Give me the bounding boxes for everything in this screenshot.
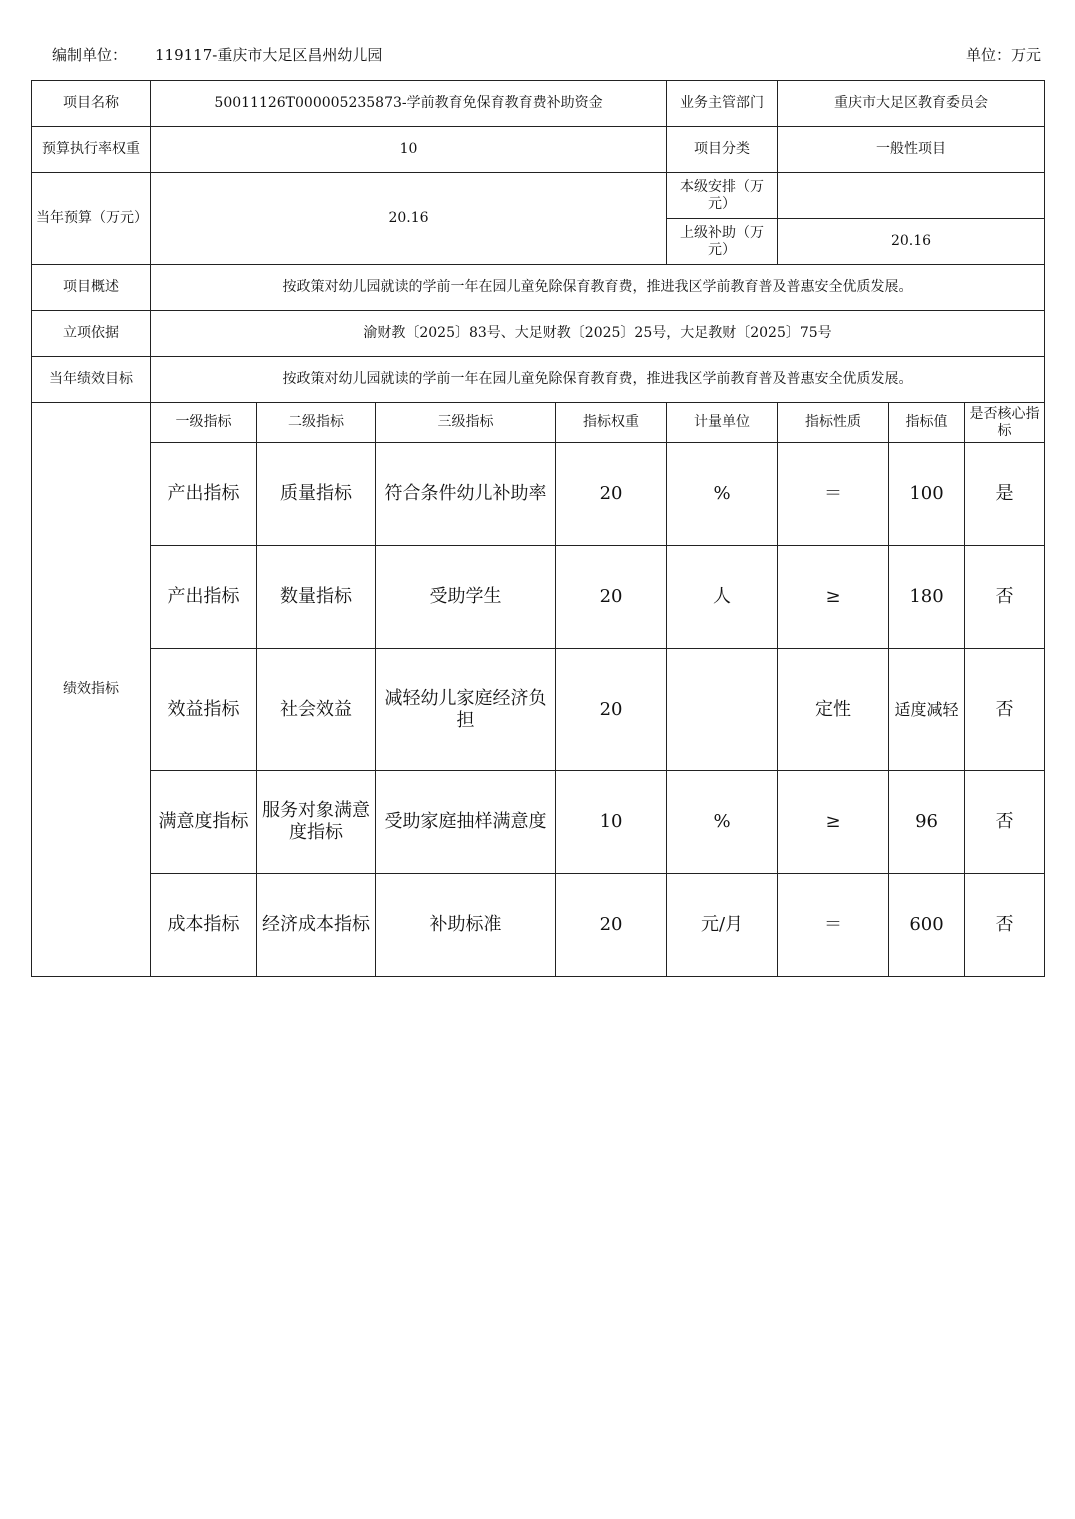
- nature-cell: ≥: [778, 771, 889, 874]
- dept-label: 业务主管部门: [667, 81, 778, 127]
- level1-cell: 成本指标: [151, 874, 257, 977]
- header-core: 是否核心指标: [965, 403, 1045, 443]
- overview-label: 项目概述: [32, 265, 151, 311]
- weight-cell: 20: [556, 546, 667, 649]
- unit-cell: 元/月: [667, 874, 778, 977]
- value-cell: 600: [889, 874, 965, 977]
- row-goal: [32, 357, 1045, 403]
- core-cell: 是: [965, 443, 1045, 546]
- level3-cell: 符合条件幼儿补助率: [376, 443, 556, 546]
- basis-label: 立项依据: [32, 311, 151, 357]
- row-weight: [32, 127, 1045, 173]
- indicator-row: [32, 874, 1045, 977]
- category-value: 一般性项目: [778, 127, 1045, 173]
- performance-table: [31, 80, 1045, 977]
- basis-value: 渝财教〔2025〕83号、大足财教〔2025〕25号，大足教财〔2025〕75号: [151, 311, 1045, 357]
- nature-cell: 定性: [778, 649, 889, 771]
- weight-label: 预算执行率权重: [32, 127, 151, 173]
- money-unit: 单位：万元: [965, 46, 1041, 64]
- indicator-row: [32, 649, 1045, 771]
- core-cell: 否: [965, 546, 1045, 649]
- nature-cell: ＝: [778, 443, 889, 546]
- weight-cell: 20: [556, 649, 667, 771]
- document-header: [0, 40, 1075, 68]
- row-budget-local: [32, 173, 1045, 219]
- category-label: 项目分类: [667, 127, 778, 173]
- unit-cell: 人: [667, 546, 778, 649]
- level2-cell: 社会效益: [257, 649, 376, 771]
- budget-label: 当年预算（万元）: [32, 173, 151, 265]
- budget-value: 20.16: [151, 173, 667, 265]
- header-level2: 二级指标: [257, 403, 376, 443]
- value-cell: 适度减轻: [889, 649, 965, 771]
- value-cell: 180: [889, 546, 965, 649]
- level1-cell: 满意度指标: [151, 771, 257, 874]
- level2-cell: 数量指标: [257, 546, 376, 649]
- level2-cell: 质量指标: [257, 443, 376, 546]
- level3-cell: 受助家庭抽样满意度: [376, 771, 556, 874]
- goal-value: 按政策对幼儿园就读的学前一年在园儿童免除保育教育费，推进我区学前教育普及普惠安全优质发展。: [151, 357, 1045, 403]
- local-label: 本级安排（万元）: [667, 173, 778, 219]
- value-cell: 96: [889, 771, 965, 874]
- header-level1: 一级指标: [151, 403, 257, 443]
- project-name-value: 50011126T000005235873-学前教育免保育教育费补助资金: [151, 81, 667, 127]
- goal-label: 当年绩效目标: [32, 357, 151, 403]
- level3-cell: 受助学生: [376, 546, 556, 649]
- row-basis: [32, 311, 1045, 357]
- header-value: 指标值: [889, 403, 965, 443]
- upper-value: 20.16: [778, 219, 1045, 265]
- level2-cell: 经济成本指标: [257, 874, 376, 977]
- level2-cell: 服务对象满意度指标: [257, 771, 376, 874]
- upper-label: 上级补助（万元）: [667, 219, 778, 265]
- value-cell: 100: [889, 443, 965, 546]
- indicator-row: [32, 771, 1045, 874]
- core-cell: 否: [965, 874, 1045, 977]
- dept-value: 重庆市大足区教育委员会: [778, 81, 1045, 127]
- compiling-unit-value: 119117-重庆市大足区昌州幼儿园: [155, 46, 383, 64]
- level1-cell: 效益指标: [151, 649, 257, 771]
- project-name-label: 项目名称: [32, 81, 151, 127]
- header-nature: 指标性质: [778, 403, 889, 443]
- weight-value: 10: [151, 127, 667, 173]
- row-overview: [32, 265, 1045, 311]
- overview-value: 按政策对幼儿园就读的学前一年在园儿童免除保育教育费，推进我区学前教育普及普惠安全优质发展。: [151, 265, 1045, 311]
- indicator-header-row: [32, 403, 1045, 443]
- level3-cell: 减轻幼儿家庭经济负担: [376, 649, 556, 771]
- header-weight: 指标权重: [556, 403, 667, 443]
- compiling-unit-label: 编制单位：: [52, 46, 128, 64]
- indicator-row: [32, 443, 1045, 546]
- local-value: [778, 173, 1045, 219]
- indicators-section-label: 绩效指标: [32, 403, 151, 977]
- unit-cell: [667, 649, 778, 771]
- weight-cell: 20: [556, 443, 667, 546]
- unit-cell: %: [667, 771, 778, 874]
- core-cell: 否: [965, 771, 1045, 874]
- nature-cell: ≥: [778, 546, 889, 649]
- weight-cell: 20: [556, 874, 667, 977]
- row-project-name: [32, 81, 1045, 127]
- weight-cell: 10: [556, 771, 667, 874]
- nature-cell: ＝: [778, 874, 889, 977]
- header-level3: 三级指标: [376, 403, 556, 443]
- level1-cell: 产出指标: [151, 546, 257, 649]
- level3-cell: 补助标准: [376, 874, 556, 977]
- indicator-row: [32, 546, 1045, 649]
- unit-cell: %: [667, 443, 778, 546]
- core-cell: 否: [965, 649, 1045, 771]
- header-unit: 计量单位: [667, 403, 778, 443]
- level1-cell: 产出指标: [151, 443, 257, 546]
